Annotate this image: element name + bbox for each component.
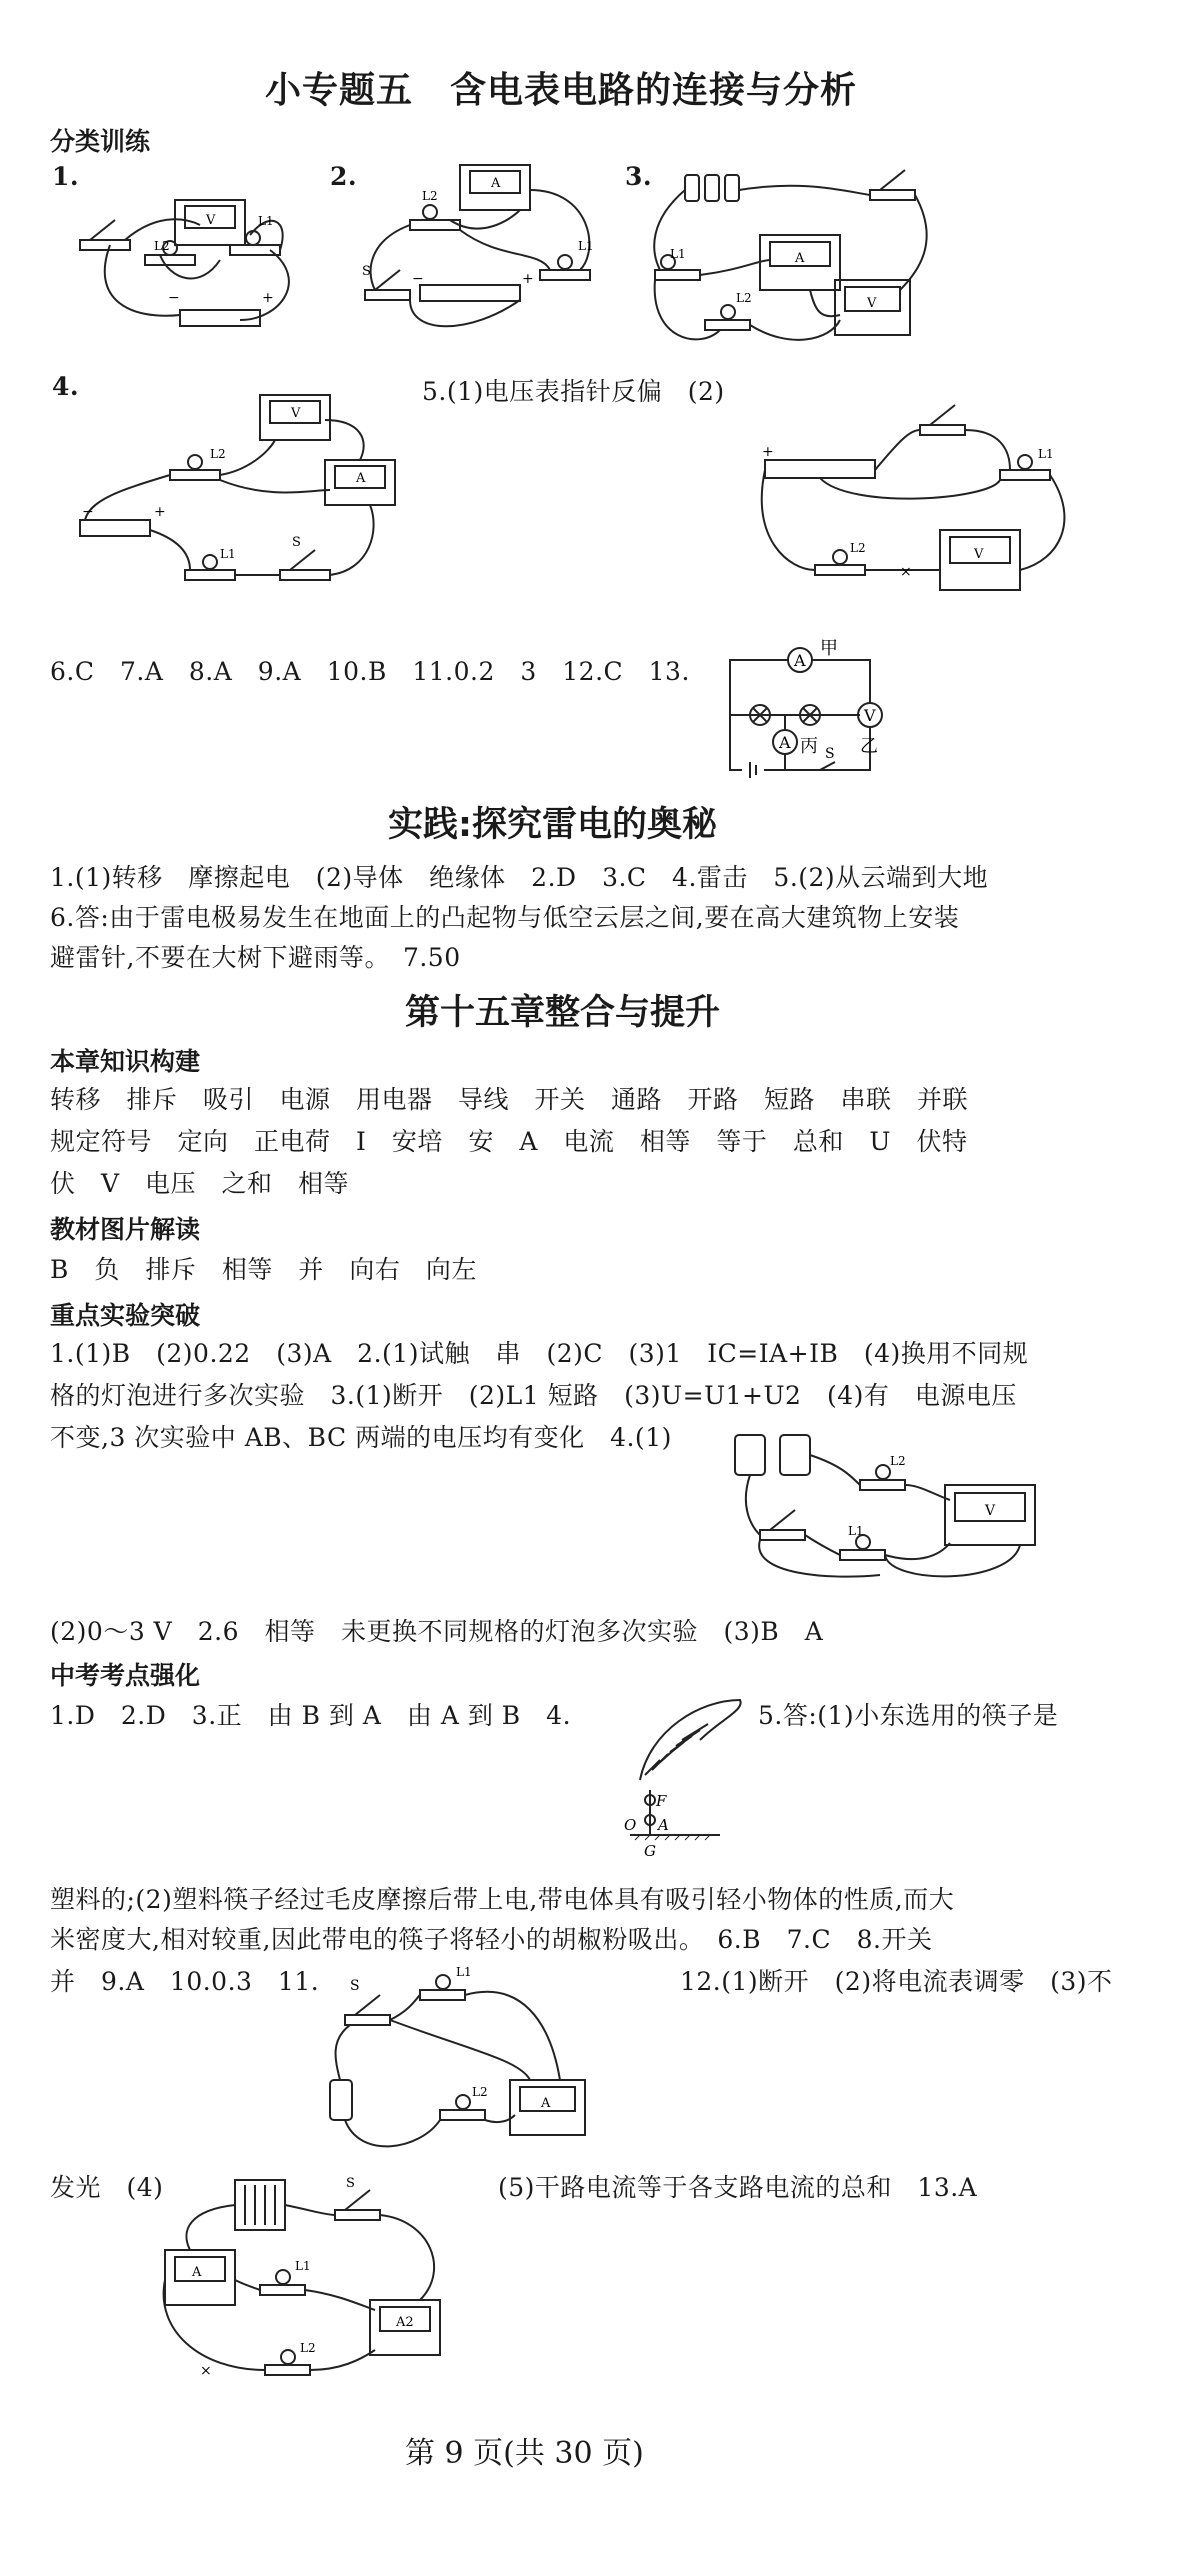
- circuit-figure-4: [70, 380, 430, 600]
- svg-text:×: ×: [900, 564, 912, 580]
- meter-a-mid: A: [779, 733, 791, 752]
- section-exam: 中考考点强化: [50, 1661, 201, 1690]
- fig-label-4: 4.: [52, 372, 80, 401]
- answer-q5: 5.(1)电压表指针反偏 (2): [422, 377, 725, 406]
- svg-text:V: V: [985, 1503, 996, 1519]
- svg-text:S: S: [362, 264, 371, 279]
- knowledge-line-2: 规定符号 定向 正电荷 I 安培 安 A 电流 相等 等于 总和 U 伏特: [50, 1127, 968, 1156]
- experiment-line-2: 格的灯泡进行多次实验 3.(1)断开 (2)L1 短路 (3)U=U1+U2 (4)有 电源电压: [50, 1381, 1017, 1410]
- svg-text:L1: L1: [670, 247, 686, 261]
- svg-text:S: S: [292, 535, 301, 550]
- svg-text:S: S: [350, 1978, 360, 1994]
- title-chapter-15: 第十五章整合与提升: [405, 992, 721, 1033]
- svg-text:L1: L1: [456, 1965, 472, 1979]
- svg-text:L1: L1: [1038, 447, 1054, 461]
- exam-line-3: 米密度大,相对较重,因此带电的筷子将轻小的胡椒粉吸出。 6.B 7.C 8.开关: [50, 1925, 933, 1954]
- svg-text:L1: L1: [258, 214, 274, 228]
- experiment-line-4: (2)0～3 V 2.6 相等 未更换不同规格的灯泡多次实验 (3)B A: [50, 1617, 824, 1646]
- exam-line-4-right: 12.(1)断开 (2)将电流表调零 (3)不: [680, 1967, 1113, 1996]
- label-bing: 丙: [800, 736, 818, 757]
- exam-line-1-right: 5.答:(1)小东选用的筷子是: [758, 1701, 1059, 1730]
- section-textbook: 教材图片解读: [50, 1215, 201, 1244]
- section-classify-training: 分类训练: [50, 127, 151, 156]
- svg-text:−: −: [82, 504, 94, 520]
- fig-label-2: 2.: [330, 162, 358, 191]
- svg-text:L1: L1: [578, 239, 594, 253]
- comb-figure: [600, 1690, 760, 1860]
- answers-6-to-13: 6.C 7.A 8.A 9.A 10.B 11.0.2 3 12.C 13.: [50, 657, 690, 686]
- practice-line-1: 1.(1)转移 摩擦起电 (2)导体 绝缘体 2.D 3.C 4.雷击 5.(2)从云端到大地: [50, 863, 989, 892]
- svg-text:+: +: [262, 290, 274, 306]
- svg-text:L2: L2: [154, 239, 170, 253]
- svg-text:A: A: [795, 251, 805, 266]
- meter-a-top: A: [794, 651, 806, 670]
- svg-text:L2: L2: [890, 1454, 906, 1468]
- title-topic-five: 小专题五 含电表电路的连接与分析: [265, 69, 858, 111]
- svg-text:A2: A2: [396, 2315, 414, 2330]
- exam-line-2: 塑料的;(2)塑料筷子经过毛皮摩擦后带上电,带电体具有吸引轻小物体的性质,而大: [50, 1885, 955, 1914]
- practice-line-2: 6.答:由于雷电极易发生在地面上的凸起物与低空云层之间,要在高大建筑物上安装: [50, 903, 960, 932]
- svg-text:L2: L2: [850, 541, 866, 555]
- meter-v: V: [864, 706, 876, 725]
- svg-text:L2: L2: [472, 2085, 488, 2099]
- svg-text:V: V: [867, 296, 877, 311]
- svg-text:V: V: [974, 547, 984, 562]
- circuit-figure-3: [640, 150, 940, 360]
- title-practice-lightning: 实践:探究雷电的奥秘: [388, 805, 717, 845]
- experiment-line-3: 不变,3 次实验中 AB、BC 两端的电压均有变化 4.(1): [50, 1423, 672, 1452]
- section-experiment: 重点实验突破: [50, 1301, 201, 1330]
- label-yi: 乙: [860, 736, 878, 757]
- circuit-figure-11: [320, 1960, 620, 2170]
- circuit-figure-5: [760, 400, 1080, 640]
- section-knowledge: 本章知识构建: [50, 1047, 201, 1076]
- svg-text:+: +: [154, 504, 166, 520]
- circuit-figure-12-4: [160, 2170, 460, 2410]
- exam-line-4-left: 并 9.A 10.0.3 11.: [50, 1967, 320, 1996]
- svg-text:S: S: [346, 2176, 355, 2191]
- knowledge-line-3: 伏 V 电压 之和 相等: [50, 1169, 350, 1198]
- svg-text:A: A: [541, 2096, 551, 2111]
- svg-text:L2: L2: [422, 189, 438, 203]
- label-O: O: [624, 1816, 637, 1834]
- svg-text:−: −: [168, 290, 180, 306]
- label-A: A: [658, 1816, 669, 1834]
- exam-line-5-right: (5)干路电流等于各支路电流的总和 13.A: [498, 2173, 978, 2202]
- circuit-figure-2: [350, 150, 610, 340]
- svg-text:L1: L1: [295, 2259, 311, 2273]
- label-F: F: [656, 1792, 667, 1810]
- fig-label-3: 3.: [625, 162, 653, 191]
- label-jia: 甲: [820, 638, 838, 659]
- svg-text:×: ×: [200, 2363, 212, 2379]
- svg-text:A: A: [192, 2265, 202, 2280]
- svg-text:L2: L2: [300, 2341, 316, 2355]
- svg-text:A: A: [491, 176, 501, 191]
- circuit-figure-experiment-4: [720, 1425, 1060, 1595]
- fig-label-1: 1.: [52, 162, 80, 191]
- label-G: G: [644, 1842, 656, 1860]
- circuit-figure-13: [700, 630, 930, 790]
- svg-text:L2: L2: [736, 291, 752, 305]
- page-footer: 第 9 页(共 30 页): [405, 2436, 644, 2471]
- svg-text:+: +: [522, 271, 534, 287]
- exam-line-1-left: 1.D 2.D 3.正 由 B 到 A 由 A 到 B 4.: [50, 1701, 572, 1730]
- circuit-figure-1: [70, 150, 320, 340]
- svg-text:V: V: [291, 406, 301, 421]
- svg-text:L2: L2: [210, 447, 226, 461]
- practice-line-3: 避雷针,不要在大树下避雨等。 7.50: [50, 943, 461, 972]
- svg-text:−: −: [412, 271, 424, 287]
- switch-label: S: [825, 746, 835, 762]
- svg-text:+: +: [762, 444, 774, 460]
- knowledge-line-1: 转移 排斥 吸引 电源 用电器 导线 开关 通路 开路 短路 串联 并联: [50, 1085, 969, 1114]
- svg-text:A: A: [356, 471, 366, 486]
- svg-text:L1: L1: [220, 547, 236, 561]
- svg-text:V: V: [206, 213, 216, 228]
- svg-text:L1: L1: [848, 1524, 864, 1538]
- textbook-line: B 负 排斥 相等 并 向右 向左: [50, 1255, 477, 1284]
- experiment-line-1: 1.(1)B (2)0.22 (3)A 2.(1)试触 串 (2)C (3)1 IC=IA+IB (4)换用不同规: [50, 1339, 1029, 1368]
- exam-line-5-left: 发光 (4): [50, 2173, 164, 2202]
